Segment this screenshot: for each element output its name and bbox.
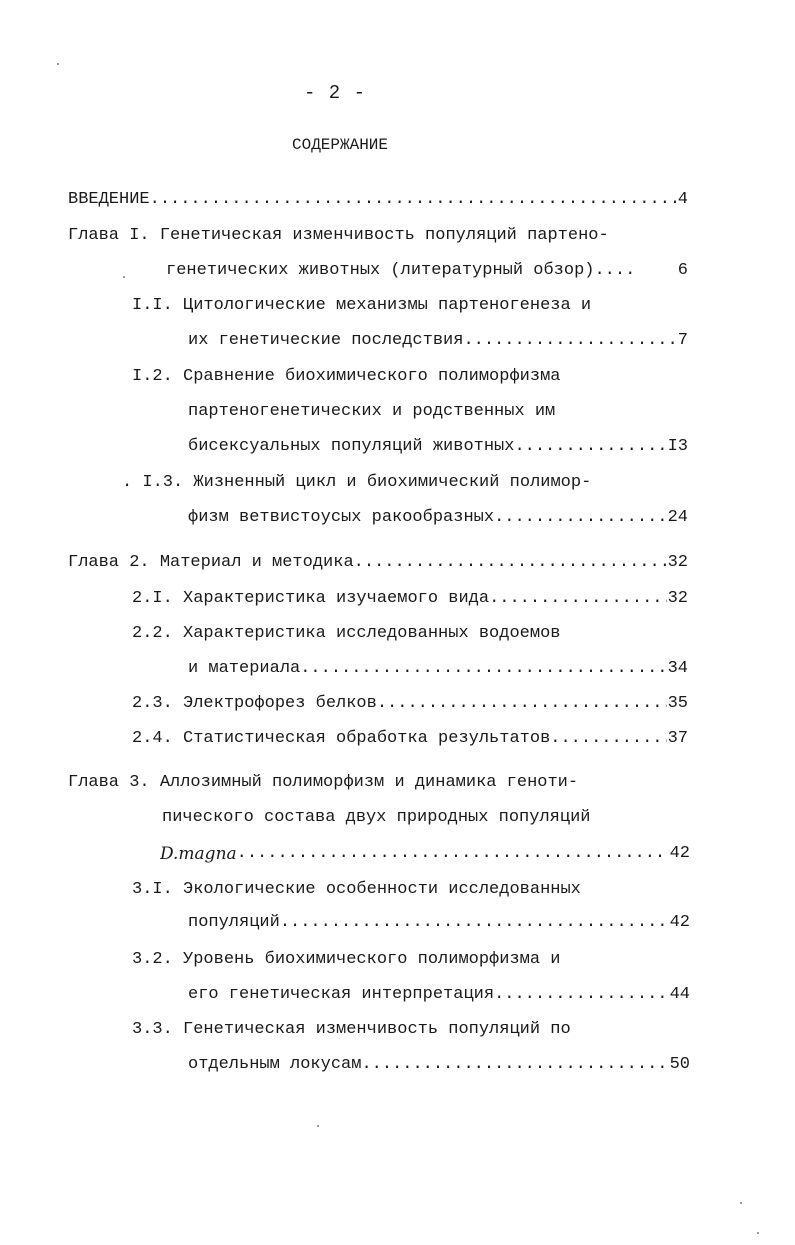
toc-page-number: 7 xyxy=(677,331,688,350)
toc-chapter-1-line-1: Глава I. Генетическая изменчивость популяций партено- xyxy=(68,226,609,245)
toc-chapter-3-line-2: пического состава двух природных популяций xyxy=(162,808,591,827)
scan-speck xyxy=(123,276,125,278)
toc-page-number: 42 xyxy=(669,913,690,932)
toc-page-number: 34 xyxy=(667,659,688,678)
toc-entry-text: его генетическая интерпретация xyxy=(188,985,495,1004)
toc-entry-text: 2.I. Характеристика изучаемого вида xyxy=(132,589,490,608)
dot-leader xyxy=(550,727,666,751)
toc-section-1-3-line-2 xyxy=(188,506,688,530)
toc-page-number: I3 xyxy=(667,437,688,456)
toc-section-2-1 xyxy=(132,587,688,611)
toc-page-number: 42 xyxy=(669,844,690,863)
toc-entry-text: отдельным локусам xyxy=(188,1055,362,1074)
toc-section-1-2-line-3 xyxy=(188,435,688,459)
scan-speck xyxy=(57,63,59,65)
toc-entry-text: физм ветвистоусых ракообразных xyxy=(188,508,495,527)
toc-entry-text: генетических животных (литературный обзор).... xyxy=(166,261,636,280)
dot-leader xyxy=(377,692,667,716)
toc-section-2-2-line-1: 2.2. Характеристика исследованных водоемов xyxy=(132,624,561,643)
toc-section-3-3-line-2 xyxy=(188,1053,690,1077)
toc-section-3-3-line-1: 3.3. Генетическая изменчивость популяций по xyxy=(132,1020,571,1039)
toc-page-number: 6 xyxy=(677,261,688,280)
dot-leader xyxy=(489,587,667,611)
toc-entry-text: популяций xyxy=(188,913,280,932)
toc-page-number: 24 xyxy=(667,508,688,527)
dot-leader xyxy=(150,188,677,212)
toc-section-3-1-line-1: 3.I. Экологические особенности исследованных xyxy=(132,880,581,899)
toc-chapter-3-line-1: Глава 3. Аллозимный полиморфизм и динамика геноти- xyxy=(68,773,579,792)
dot-leader xyxy=(237,842,669,866)
toc-section-1-2-line-1: I.2. Сравнение биохимического полиморфизма xyxy=(132,367,561,386)
dot-leader xyxy=(494,506,667,530)
toc-chapter-2 xyxy=(68,551,688,575)
toc-entry-intro xyxy=(68,188,688,212)
page-number: - 2 - xyxy=(303,82,366,104)
dot-leader xyxy=(463,329,676,353)
toc-page-number: 32 xyxy=(667,589,688,608)
dot-leader xyxy=(280,911,669,935)
toc-section-2-3 xyxy=(132,692,688,716)
scan-speck xyxy=(757,1232,759,1234)
toc-page-number: 4 xyxy=(677,190,688,209)
dot-leader xyxy=(494,983,669,1007)
toc-entry-text: бисексуальных популяций животных xyxy=(188,437,515,456)
toc-section-1-1-line-2 xyxy=(188,329,688,353)
toc-entry-text: 2.4. Статистическая обработка результатов xyxy=(132,729,551,748)
toc-chapter-3-line-3 xyxy=(160,842,690,866)
toc-section-3-2-line-1: 3.2. Уровень биохимического полиморфизма и xyxy=(132,950,561,969)
toc-section-1-1-line-1: I.I. Цитологические механизмы партеногенеза и xyxy=(132,296,592,315)
toc-entry-text: их генетические последствия xyxy=(188,331,464,350)
toc-entry-text: и материала xyxy=(188,659,301,678)
toc-entry-text: 2.3. Электрофорез белков xyxy=(132,694,377,713)
toc-page-number: 37 xyxy=(667,729,688,748)
toc-entry-text: Глава 2. Материал и методика xyxy=(68,553,354,572)
toc-page-number: 35 xyxy=(667,694,688,713)
toc-page-number: 44 xyxy=(669,985,690,1004)
toc-section-3-2-line-2 xyxy=(188,983,690,1007)
dot-leader xyxy=(514,435,666,459)
scan-speck xyxy=(317,1125,319,1127)
dot-leader xyxy=(361,1053,668,1077)
toc-section-2-4 xyxy=(132,727,688,751)
dot-leader xyxy=(354,551,667,575)
toc-chapter-1-line-2 xyxy=(166,259,688,283)
page-title: СОДЕРЖАНИЕ xyxy=(291,136,388,154)
toc-section-3-1-line-2 xyxy=(188,911,690,935)
dot-leader xyxy=(300,657,666,681)
toc-section-1-2-line-2: партеногенетических и родственных им xyxy=(188,402,556,421)
toc-page-number: 50 xyxy=(669,1055,690,1074)
toc-section-1-3-line-1: . I.3. Жизненный цикл и биохимический полимор- xyxy=(122,473,592,492)
toc-entry-text: ВВЕДЕНИЕ xyxy=(68,190,150,209)
toc-page-number: 32 xyxy=(667,553,688,572)
species-name: D.magna xyxy=(160,844,237,864)
toc-section-2-2-line-2 xyxy=(188,657,688,681)
scan-speck xyxy=(740,1202,742,1204)
